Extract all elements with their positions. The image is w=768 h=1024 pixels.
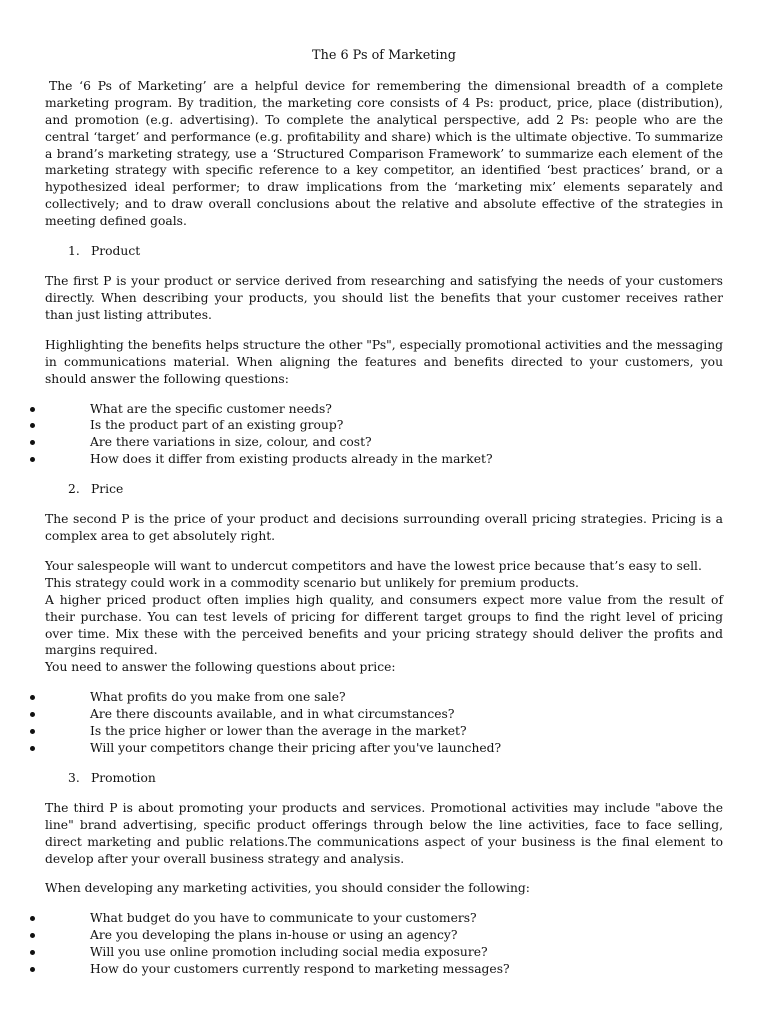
list-item <box>45 451 723 468</box>
document-page <box>45 48 723 991</box>
price-line: You need to answer the following questions about price: <box>45 660 396 675</box>
list-item-text: Will you use online promotion including social media exposure? <box>90 945 488 960</box>
price-paragraph: The second P is the price of your product and decisions surrounding overall pricing strategies. Pricing is a complex area to get absolutely right. <box>45 512 723 543</box>
list-item <box>45 689 723 706</box>
intro-paragraph: The ‘6 Ps of Marketing’ are a helpful device for remembering the dimensional breadth of a complete marketing program. By tradition, the marketing core consists of 4 Ps: product, price, place (distribution), and promotion (e.g. advertising). To complete the analytical perspective, add 2 Ps: people who are the central ‘target’ and performance (e.g. profitability and share) which is the ultimate objective. To summarize a brand’s marketing strategy, use a ‘Structured Comparison Framework’ to summarize each element of the marketing strategy with specific reference to a key competitor, an identified ‘best practices’ brand, or a hypothesized ideal performer; to draw implications from the ‘marketing mix’ elements separately and collectively; and to draw overall conclusions about the relative and absolute effective of the strategies in meeting defined goals. <box>45 78 723 229</box>
bullet-icon <box>30 933 35 938</box>
price-line: Your salespeople will want to undercut competitors and have the lowest price because that’s easy to sell. <box>45 558 702 573</box>
product-paragraph: Highlighting the benefits helps structure the other "Ps", especially promotional activities and the messaging in communications material. When aligning the features and benefits directed to your customers, you should answer the following questions: <box>45 337 723 386</box>
list-item <box>45 740 723 757</box>
list-item-text: How do your customers currently respond to marketing messages? <box>90 961 510 976</box>
promotion-questions-list <box>45 910 723 978</box>
price-questions-list <box>45 689 723 757</box>
bullet-icon <box>30 967 35 972</box>
bullet-icon <box>30 950 35 955</box>
section-title: Product <box>91 244 141 259</box>
document-title: The 6 Ps of Marketing <box>312 48 456 63</box>
bullet-icon <box>30 423 35 428</box>
list-item-text: What are the specific customer needs? <box>90 401 332 416</box>
list-item <box>45 401 723 418</box>
bullet-icon <box>30 916 35 921</box>
section-number: 1. <box>68 244 80 259</box>
product-paragraph: The first P is your product or service derived from researching and satisfying the needs of your customers directly. When describing your products, you should list the benefits that your customer receives rather than just listing attributes. <box>45 274 723 322</box>
section-heading-product <box>45 243 723 260</box>
bullet-icon <box>30 407 35 412</box>
list-item-text: What budget do you have to communicate to your customers? <box>90 911 477 926</box>
promotion-paragraph: The third P is about promoting your products and services. Promotional activities may include "above the line" brand advertising, specific product offerings through below the line activities, face to face selling, direct marketing and public relations.The communications aspect of your business is the final element to develop after your overall business strategy and analysis. <box>45 800 723 866</box>
section-number: 3. <box>68 770 80 785</box>
list-item <box>45 723 723 740</box>
section-title: Price <box>91 482 124 497</box>
list-item-text: Are there variations in size, colour, and cost? <box>90 435 372 450</box>
section-heading-price <box>45 481 723 498</box>
list-item <box>45 944 723 961</box>
list-item <box>45 706 723 723</box>
list-item-text: Are there discounts available, and in what circumstances? <box>90 707 455 722</box>
list-item-text: What profits do you make from one sale? <box>90 690 346 705</box>
bullet-icon <box>30 712 35 717</box>
price-line: This strategy could work in a commodity scenario but unlikely for premium products. <box>45 575 579 590</box>
list-item <box>45 417 723 434</box>
list-item-text: Will your competitors change their pricing after you've launched? <box>90 740 502 755</box>
bullet-icon <box>30 746 35 751</box>
bullet-icon <box>30 440 35 445</box>
bullet-icon <box>30 729 35 734</box>
list-item-text: Is the price higher or lower than the average in the market? <box>90 724 467 738</box>
section-number: 2. <box>68 482 80 497</box>
product-questions-list <box>45 401 723 469</box>
list-item <box>45 961 723 978</box>
list-item <box>45 927 723 944</box>
section-heading-promotion <box>45 770 723 787</box>
price-line: A higher priced product often implies high quality, and consumers expect more value from the result of their purchase. You can test levels of pricing for different target groups to find the right level of pricing over time. Mix these with the perceived benefits and your pricing strategy should deliver the profits and margins required. <box>45 592 723 658</box>
promotion-paragraph: When developing any marketing activities, you should consider the following: <box>45 881 530 896</box>
price-details <box>45 558 723 676</box>
bullet-icon <box>30 457 35 462</box>
list-item-text: Are you developing the plans in-house or using an agency? <box>90 928 458 943</box>
list-item-text: How does it differ from existing products already in the market? <box>90 452 493 467</box>
section-title: Promotion <box>91 770 156 785</box>
bullet-icon <box>30 695 35 700</box>
list-item <box>45 434 723 451</box>
list-item-text: Is the product part of an existing group? <box>90 418 344 433</box>
list-item <box>45 910 723 927</box>
